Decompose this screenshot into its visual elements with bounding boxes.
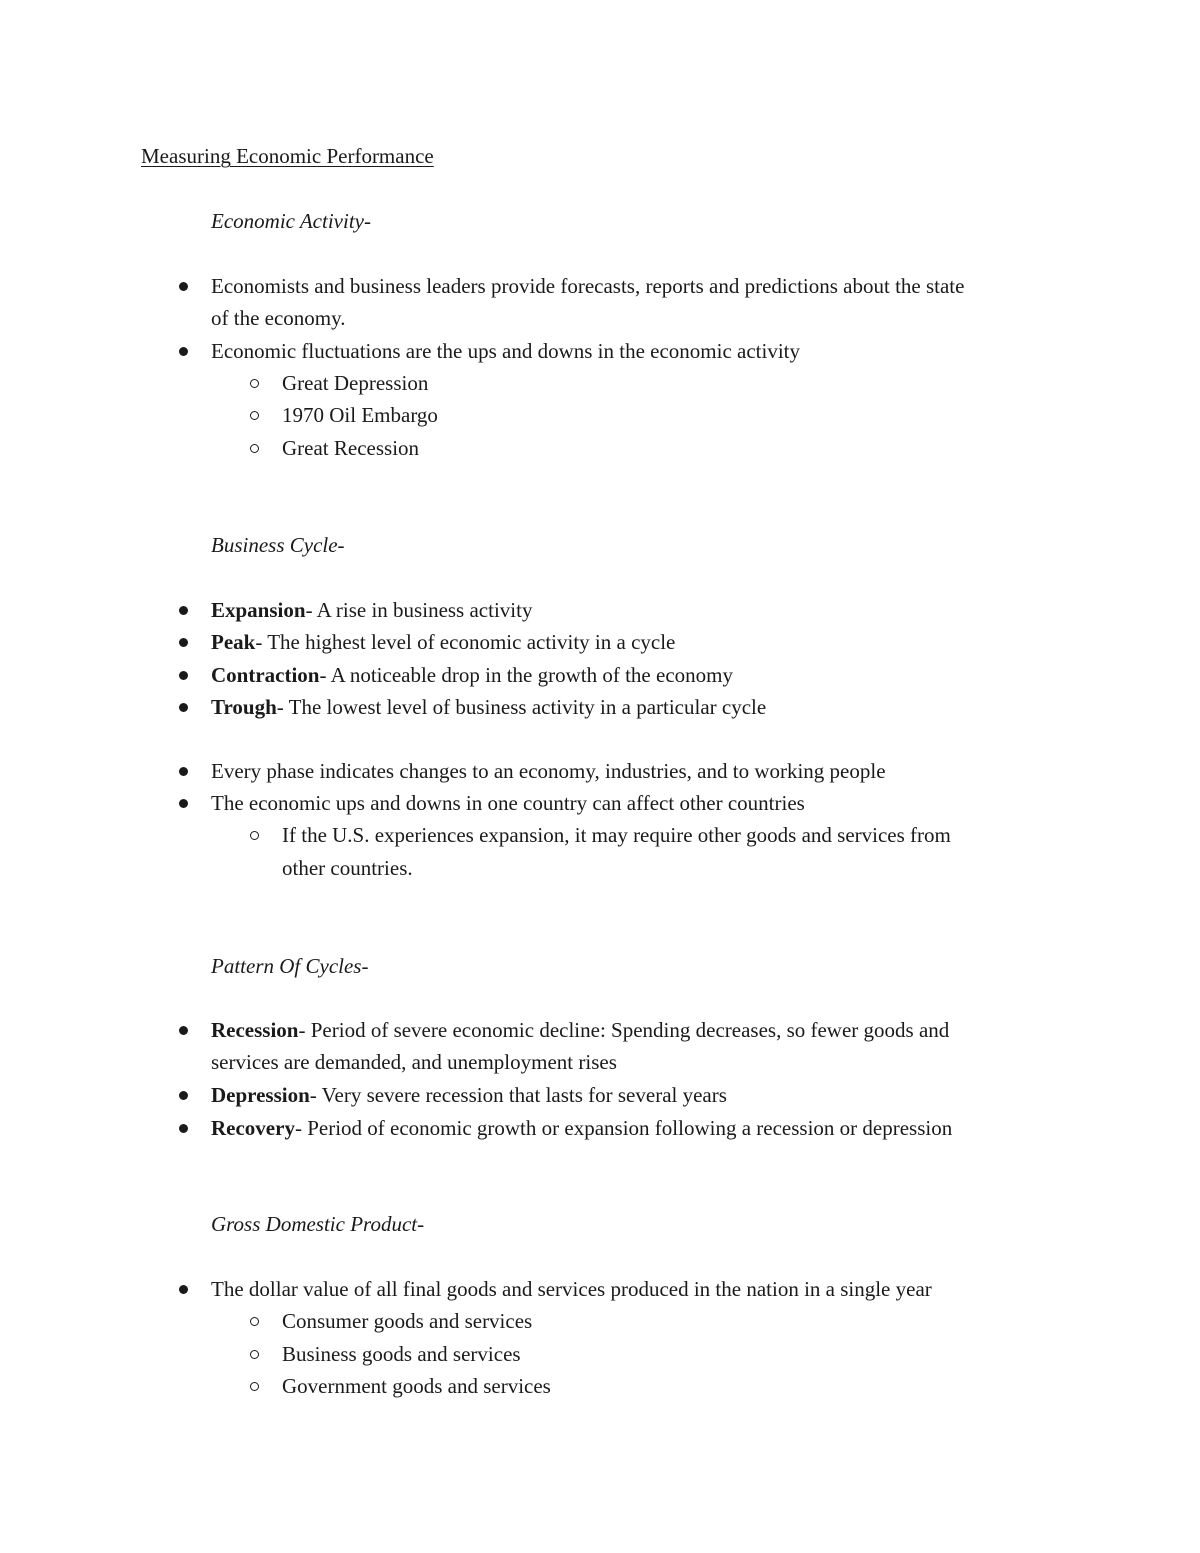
section-heading-economic-activity: Economic Activity-	[211, 209, 371, 233]
term-definition: - Very severe recession that lasts for several years	[309, 1083, 727, 1107]
bullet-icon	[179, 767, 188, 776]
term-definition: - The highest level of economic activity in a cycle	[255, 630, 676, 654]
bullet-icon	[179, 282, 188, 291]
term-depression: Depression	[211, 1083, 310, 1107]
sub-bullet-icon	[250, 444, 259, 453]
list-item	[211, 1079, 727, 1112]
section-heading-business-cycle: Business Cycle-	[211, 533, 345, 557]
sub-bullet-icon	[250, 1350, 259, 1359]
list-item	[211, 1112, 952, 1145]
bullet-icon	[179, 638, 188, 647]
term-recovery: Recovery	[211, 1116, 295, 1140]
list-item: The dollar value of all final goods and services produced in the nation in a single year	[211, 1277, 932, 1301]
term-definition: - Period of severe economic decline: Spending decreases, so fewer goods and	[298, 1018, 950, 1042]
list-item	[211, 1014, 949, 1047]
list-item-continuation: of the economy.	[211, 306, 346, 330]
sub-list-item: Great Depression	[282, 371, 429, 395]
bullet-icon	[179, 1124, 188, 1133]
term-definition: - A noticeable drop in the growth of the economy	[319, 663, 733, 687]
bullet-icon	[179, 799, 188, 808]
list-item: Economic fluctuations are the ups and downs in the economic activity	[211, 339, 801, 363]
term-expansion: Expansion	[211, 598, 306, 622]
term-definition: - The lowest level of business activity in a particular cycle	[276, 695, 767, 719]
list-item: The economic ups and downs in one country can affect other countries	[211, 791, 805, 815]
sub-bullet-icon	[250, 1382, 259, 1391]
list-item-continuation: services are demanded, and unemployment rises	[211, 1050, 617, 1074]
sub-list-item: Business goods and services	[282, 1342, 521, 1366]
list-item	[211, 626, 675, 659]
term-peak: Peak	[211, 630, 256, 654]
sub-list-item: Great Recession	[282, 436, 420, 460]
bullet-icon	[179, 703, 188, 712]
sub-bullet-icon	[250, 379, 259, 388]
sub-list-item: 1970 Oil Embargo	[282, 403, 438, 427]
term-definition: - A rise in business activity	[305, 598, 533, 622]
bullet-icon	[179, 671, 188, 680]
section-heading-pattern-of-cycles: Pattern Of Cycles-	[211, 954, 369, 978]
sub-list-item: If the U.S. experiences expansion, it may require other goods and services from	[282, 823, 951, 847]
bullet-icon	[179, 347, 188, 356]
sub-list-item: Consumer goods and services	[282, 1309, 533, 1333]
sub-bullet-icon	[250, 1317, 259, 1326]
term-recession: Recession	[211, 1018, 299, 1042]
document-title: Measuring Economic Performance	[141, 144, 434, 168]
bullet-icon	[179, 1091, 188, 1100]
list-item	[211, 594, 532, 627]
sub-bullet-icon	[250, 831, 259, 840]
sub-list-item: Government goods and services	[282, 1374, 551, 1398]
list-item	[211, 659, 733, 692]
bullet-icon	[179, 606, 188, 615]
sub-bullet-icon	[250, 411, 259, 420]
term-trough: Trough	[211, 695, 277, 719]
bullet-icon	[179, 1285, 188, 1294]
term-contraction: Contraction	[211, 663, 320, 687]
term-definition: - Period of economic growth or expansion following a recession or depression	[294, 1116, 953, 1140]
list-item: Economists and business leaders provide forecasts, reports and predictions about the state	[211, 274, 965, 298]
sub-list-item-continuation: other countries.	[282, 856, 413, 880]
bullet-icon	[179, 1026, 188, 1035]
section-heading-gdp: Gross Domestic Product-	[211, 1212, 425, 1236]
list-item	[211, 691, 766, 724]
list-item: Every phase indicates changes to an economy, industries, and to working people	[211, 759, 886, 783]
